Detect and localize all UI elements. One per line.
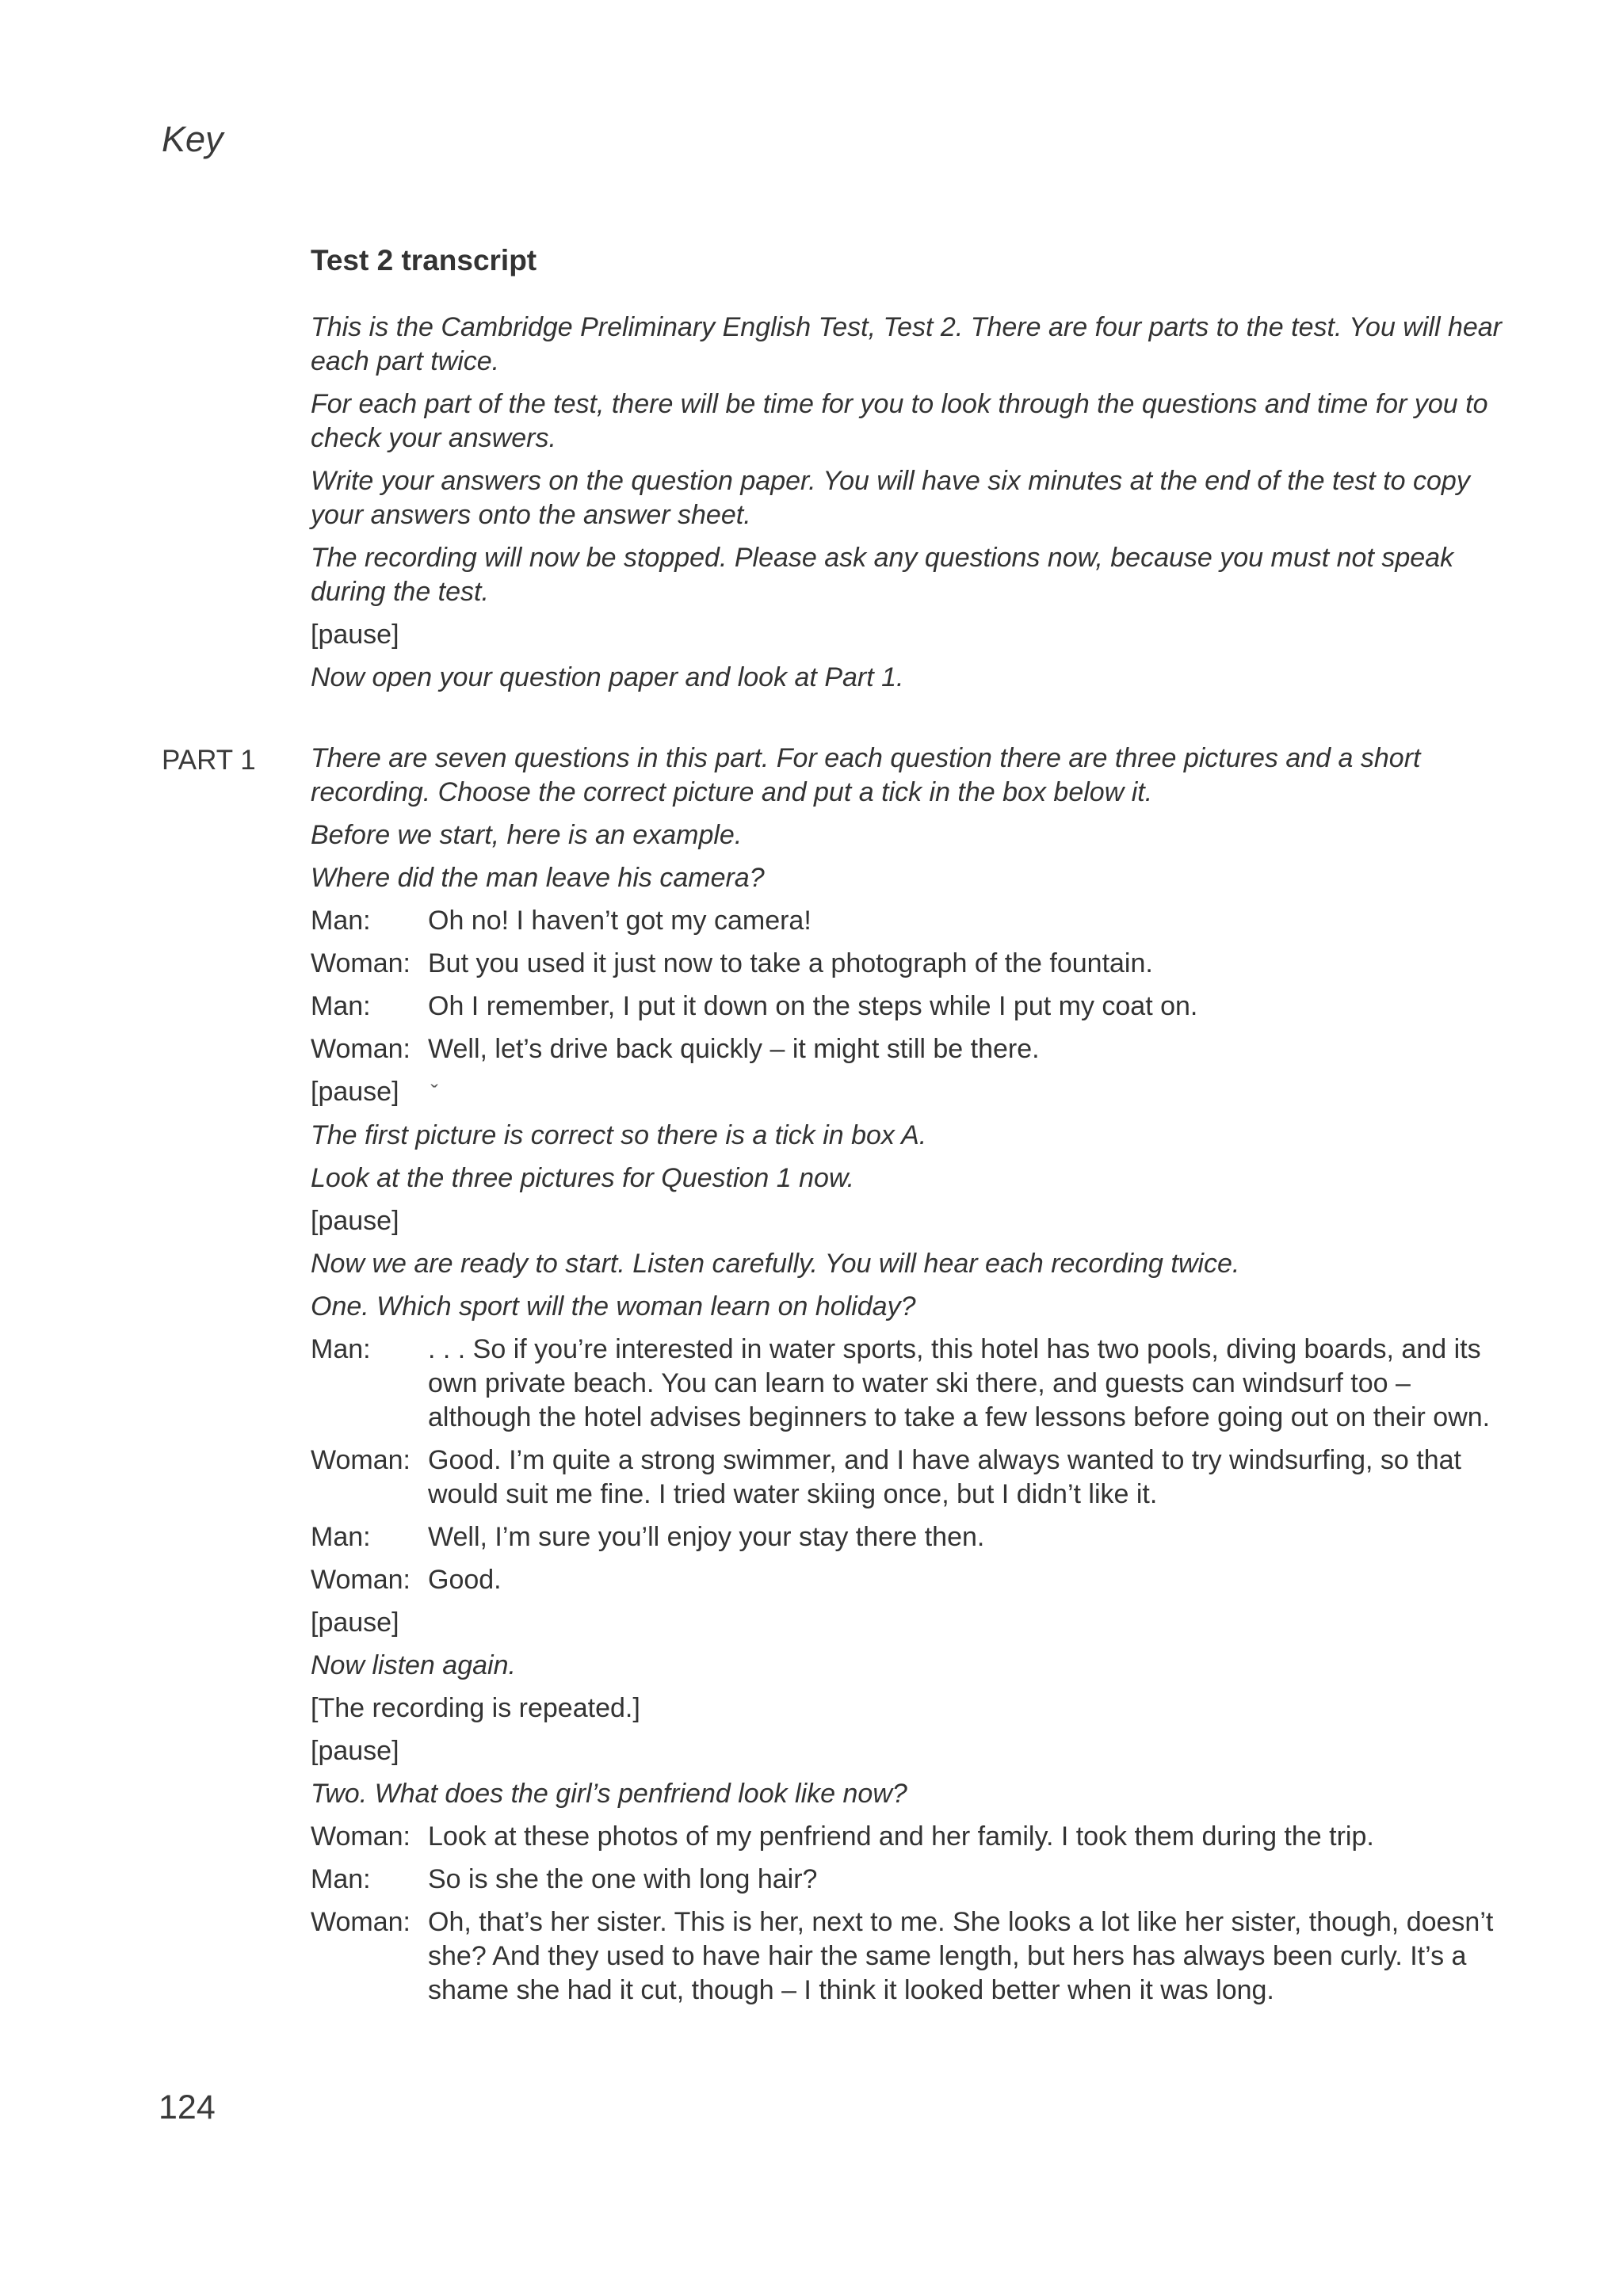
- speech-text: Good.: [428, 1565, 502, 1595]
- speech-text: Well, I’m sure you’ll enjoy your stay there then.: [428, 1522, 985, 1552]
- paragraph-text: Look at the three pictures for Question 1 now.: [311, 1163, 855, 1193]
- paragraph-text: Now we are ready to start. Listen carefully. You will hear each recording twice.: [311, 1249, 1240, 1279]
- speaker-label: Woman:: [311, 1445, 411, 1475]
- instruction-text: [311, 742, 1515, 810]
- instruction-text: [311, 818, 1515, 852]
- instruction-text: [311, 1649, 1515, 1683]
- instruction-text: [311, 1777, 1515, 1811]
- running-header: Key: [162, 119, 223, 159]
- speech-text: Look at these photos of my penfriend and her family. I took them during the trip.: [428, 1821, 1374, 1852]
- intro-paragraph: [pause]: [311, 620, 399, 650]
- speaker-label: Man:: [311, 1522, 371, 1552]
- dialogue-line: [311, 1820, 1515, 1854]
- speaker-label: Woman:: [311, 1907, 411, 1937]
- paragraph-text: [pause]: [311, 1077, 399, 1107]
- speaker-label: Woman:: [311, 948, 411, 978]
- speaker-label: Man:: [311, 1864, 371, 1894]
- page-number: 124: [158, 2088, 216, 2126]
- transcript-title: Test 2 transcript: [311, 244, 537, 277]
- dialogue-line: [311, 1905, 1515, 2008]
- paragraph-text: [pause]: [311, 1608, 399, 1638]
- intro-paragraph: This is the Cambridge Preliminary English Test, Test 2. There are four parts to the test. You will hear each part twice.: [311, 312, 1503, 376]
- instruction-text: [311, 861, 1515, 895]
- dialogue-line: [311, 1444, 1515, 1512]
- dialogue-line: [311, 1333, 1515, 1435]
- part-label: PART 1: [162, 745, 256, 776]
- paragraph-text: The first picture is correct so there is a tick in box A.: [311, 1120, 927, 1150]
- paragraph-text: [pause]: [311, 1206, 399, 1236]
- stage-direction: [311, 1075, 1515, 1110]
- part1-section: [311, 742, 1515, 2016]
- instruction-text: [311, 1161, 1515, 1196]
- dialogue-line: [311, 990, 1515, 1024]
- dialogue-line: [311, 1563, 1515, 1597]
- speaker-label: Man:: [311, 906, 371, 936]
- instruction-text: [311, 1290, 1515, 1324]
- speaker-label: Woman:: [311, 1034, 411, 1064]
- dialogue-line: [311, 904, 1515, 938]
- stage-direction: [311, 1606, 1515, 1640]
- dialogue-line: [311, 947, 1515, 981]
- paragraph-text: Now listen again.: [311, 1650, 516, 1680]
- intro-paragraph: For each part of the test, there will be time for you to look through the questions and time for you to check your answers.: [311, 389, 1488, 453]
- dialogue-line: [311, 1032, 1515, 1066]
- paragraph-text: One. Which sport will the woman learn on holiday?: [311, 1291, 916, 1322]
- paragraph-text: Where did the man leave his camera?: [311, 863, 765, 893]
- speech-text: So is she the one with long hair?: [428, 1864, 818, 1894]
- speaker-label: Man:: [311, 991, 371, 1021]
- paragraph-text: [pause]: [311, 1736, 399, 1766]
- speech-text: Well, let’s drive back quickly – it might still be there.: [428, 1034, 1040, 1064]
- dialogue-line: [311, 1520, 1515, 1554]
- speech-text: But you used it just now to take a photograph of the fountain.: [428, 948, 1153, 978]
- intro-paragraph: The recording will now be stopped. Please ask any questions now, because you must not speak during the test.: [311, 543, 1454, 607]
- paragraph-text: Two. What does the girl’s penfriend look like now?: [311, 1779, 907, 1809]
- speech-text: Oh no! I haven’t got my camera!: [428, 906, 812, 936]
- speech-text: . . . So if you’re interested in water sports, this hotel has two pools, diving boards, and its own private beach. You can learn to water ski there, and guests can windsurf too – although the hotel advises beginners to take a few lessons before going out on their own.: [428, 1334, 1491, 1432]
- speaker-label: Man:: [311, 1334, 371, 1364]
- speaker-label: Woman:: [311, 1565, 411, 1595]
- instruction-text: [311, 1119, 1515, 1153]
- paragraph-text: [The recording is repeated.]: [311, 1693, 640, 1723]
- dialogue-line: [311, 1863, 1515, 1897]
- intro-paragraph: Write your answers on the question paper. You will have six minutes at the end of the test to copy your answers onto the answer sheet.: [311, 466, 1470, 530]
- speech-text: Good. I’m quite a strong swimmer, and I have always wanted to try windsurfing, so that would suit me fine. I tried water skiing once, but I didn’t like it.: [428, 1445, 1461, 1509]
- instruction-text: [311, 1247, 1515, 1281]
- intro-section: [311, 311, 1515, 704]
- intro-paragraph: Now open your question paper and look at Part 1.: [311, 662, 904, 692]
- stage-direction: [311, 1691, 1515, 1726]
- paragraph-text: Before we start, here is an example.: [311, 820, 743, 850]
- stage-direction: [311, 1734, 1515, 1768]
- speech-text: Oh, that’s her sister. This is her, next to me. She looks a lot like her sister, though, doesn’t she? And they used to have hair the same length, but hers has always been curly. It’s a shame she had it cut, though – I think it looked better when it was long.: [428, 1907, 1494, 2005]
- speech-text: Oh I remember, I put it down on the steps while I put my coat on.: [428, 991, 1198, 1021]
- speaker-label: Woman:: [311, 1821, 411, 1852]
- paragraph-text: There are seven questions in this part. For each question there are three pictures and a short recording. Choose the correct picture and put a tick in the box below it.: [311, 743, 1421, 807]
- pen-mark: ˇ: [430, 1081, 438, 1105]
- stage-direction: [311, 1204, 1515, 1238]
